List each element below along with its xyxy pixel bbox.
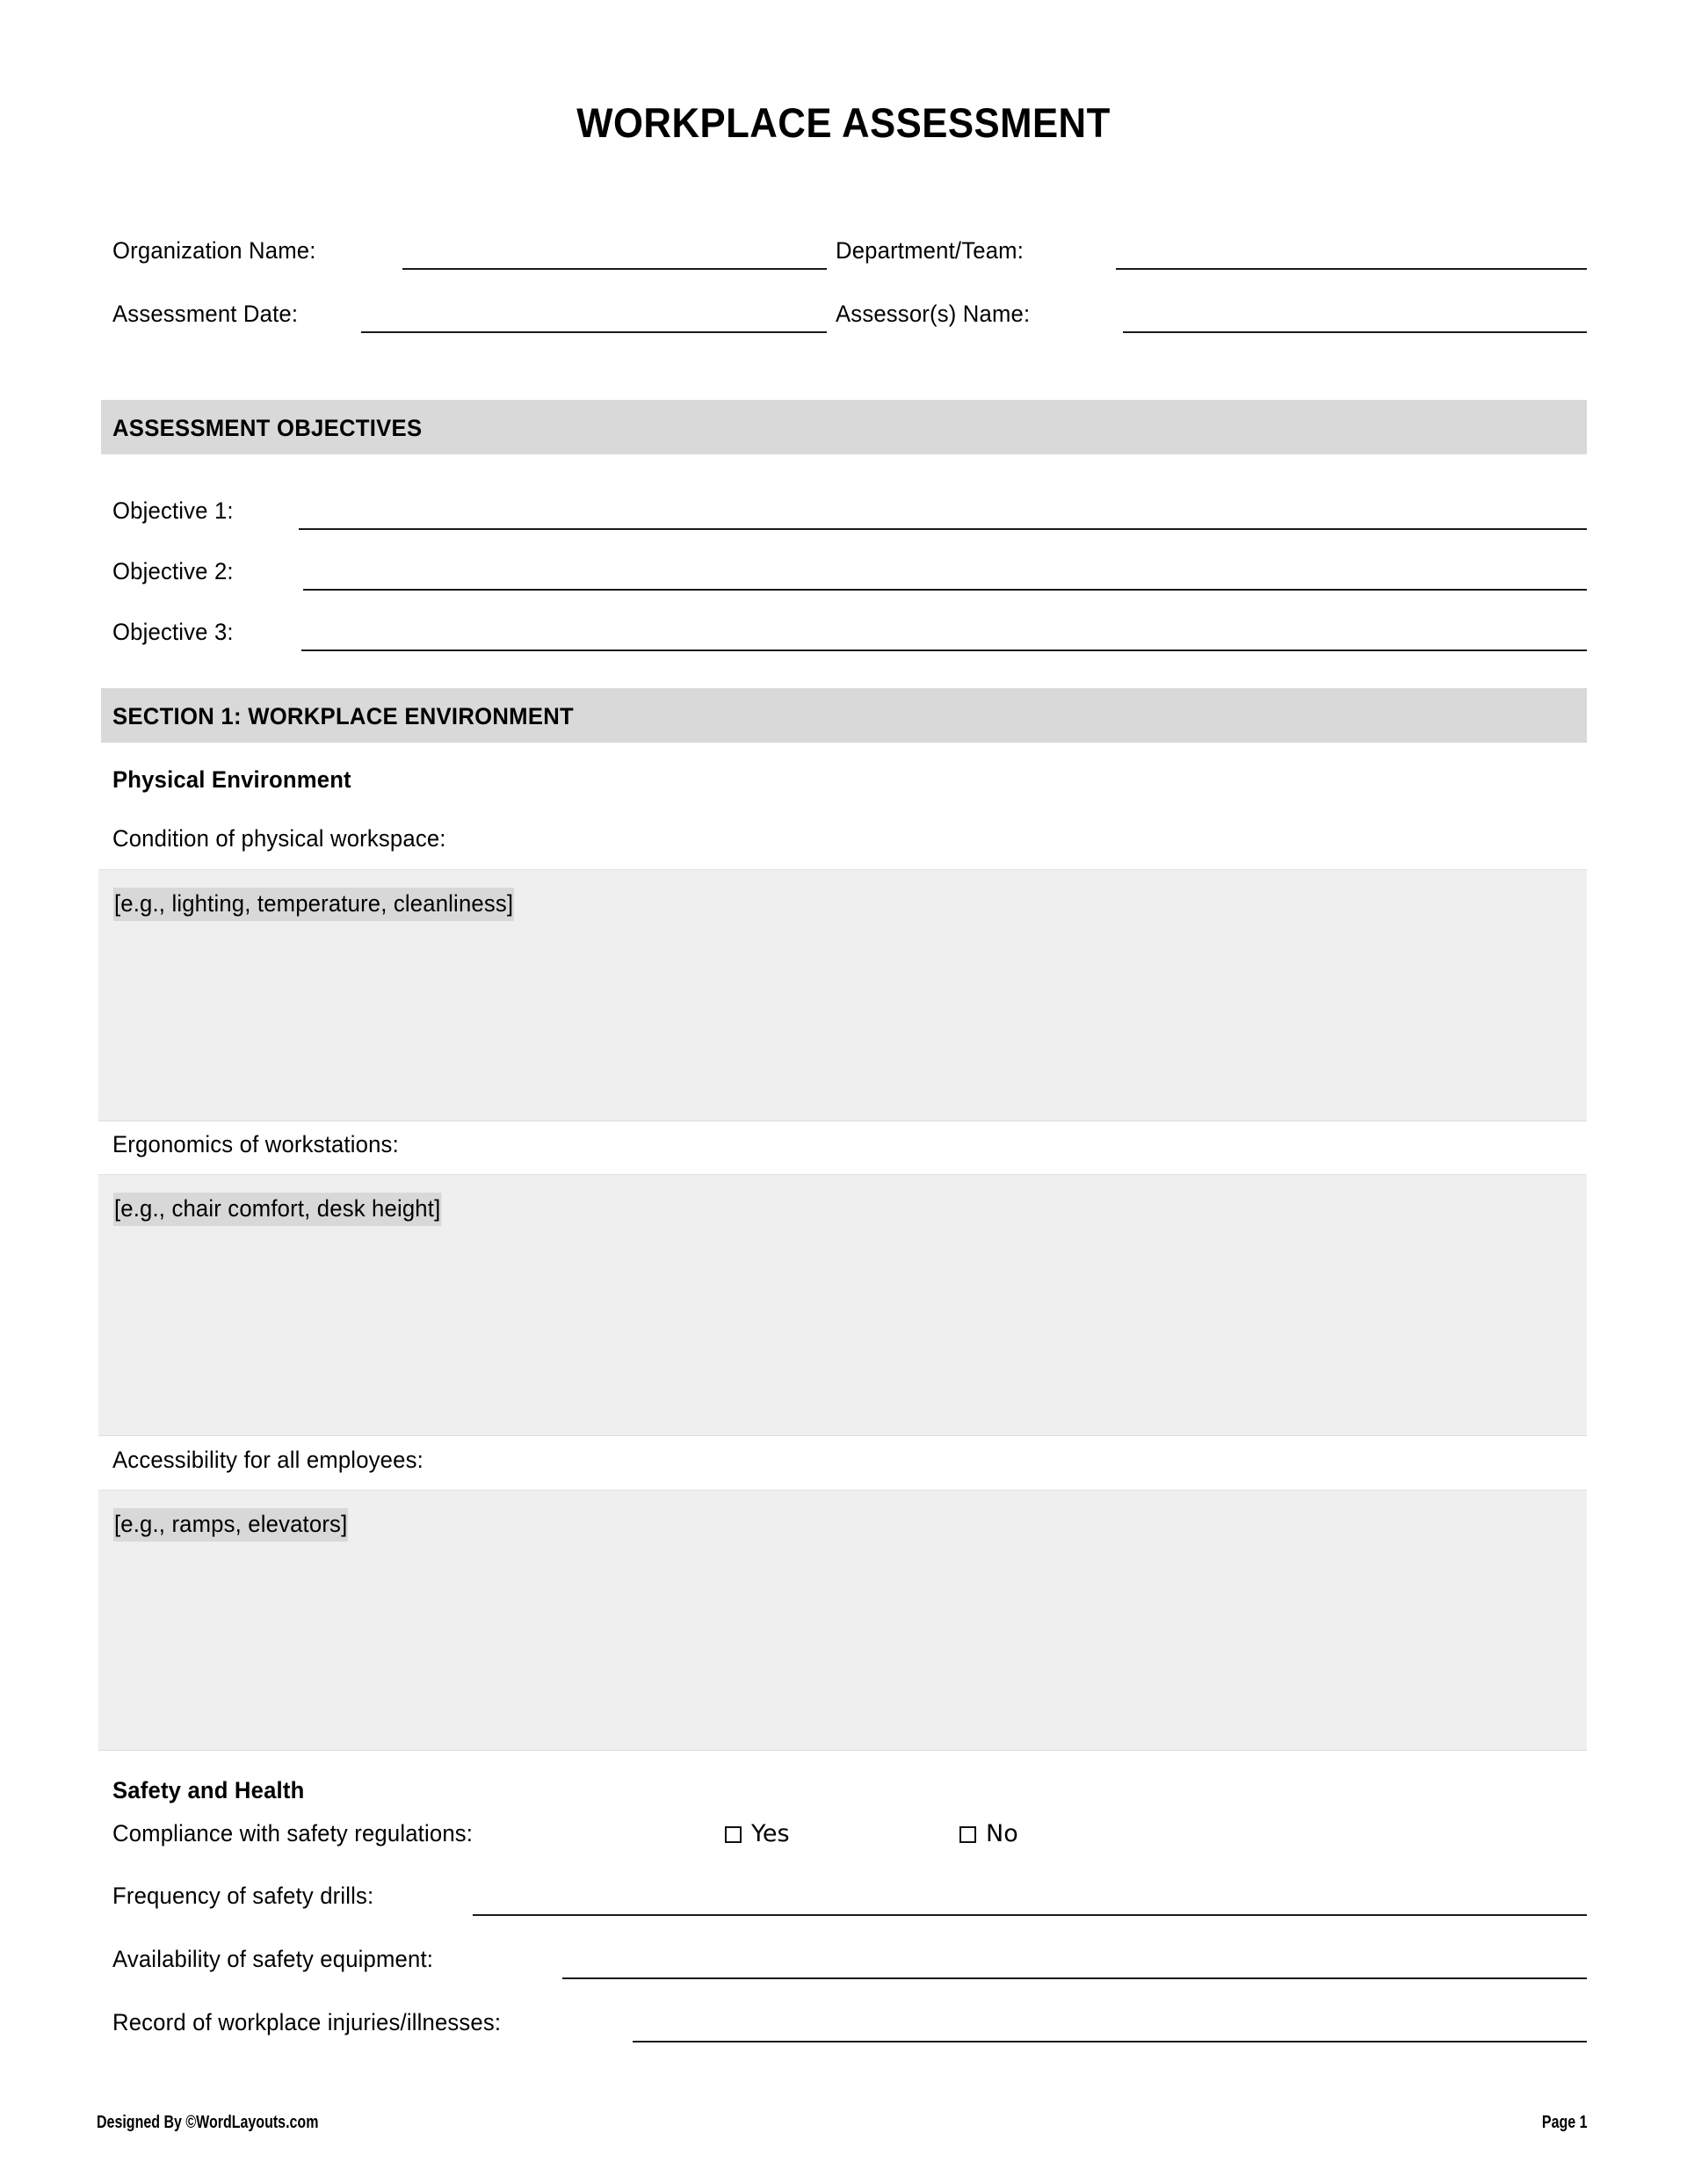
compliance-option-yes[interactable] xyxy=(725,1820,790,1847)
department-team-input[interactable] xyxy=(1116,268,1587,270)
objective-3-label: Objective 3: xyxy=(112,619,234,645)
condition-of-workspace-label: Condition of physical workspace: xyxy=(112,825,446,852)
safety-and-health-subheading: Safety and Health xyxy=(112,1777,305,1803)
frequency-of-safety-drills-input[interactable] xyxy=(473,1914,1587,1916)
frequency-of-safety-drills-label: Frequency of safety drills: xyxy=(112,1883,374,1909)
compliance-option-no[interactable] xyxy=(959,1820,1018,1847)
section-1-band xyxy=(101,688,1587,743)
objective-2-label: Objective 2: xyxy=(112,558,234,584)
record-of-injuries-input[interactable] xyxy=(633,2041,1587,2043)
accessibility-hint: [e.g., ramps, elevators] xyxy=(113,1508,348,1542)
ergonomics-hint: [e.g., chair comfort, desk height] xyxy=(113,1193,441,1226)
compliance-option-no-label: No xyxy=(986,1820,1018,1847)
checkbox-icon-yes[interactable] xyxy=(725,1826,742,1843)
department-team-label: Department/Team: xyxy=(836,237,1025,264)
ergonomics-label: Ergonomics of workstations: xyxy=(112,1131,399,1157)
availability-of-safety-equipment-input[interactable] xyxy=(562,1977,1587,1979)
objective-2-input[interactable] xyxy=(303,589,1587,591)
assessment-objectives-band xyxy=(101,400,1587,454)
assessment-date-input[interactable] xyxy=(361,331,827,333)
checkbox-icon-no[interactable] xyxy=(959,1826,976,1843)
objective-3-input[interactable] xyxy=(301,649,1587,651)
footer-credit: Designed By ©WordLayouts.com xyxy=(97,2113,319,2132)
footer-page-number: Page 1 xyxy=(1541,2113,1587,2132)
page-title: WORKPLACE ASSESSMENT xyxy=(576,99,1111,146)
availability-of-safety-equipment-label: Availability of safety equipment: xyxy=(112,1946,434,1972)
condition-of-workspace-hint: [e.g., lighting, temperature, cleanliness] xyxy=(113,888,514,921)
organization-name-input[interactable] xyxy=(402,268,827,270)
record-of-injuries-label: Record of workplace injuries/illnesses: xyxy=(112,2009,502,2035)
condition-of-workspace-input[interactable] xyxy=(98,869,1587,1121)
section-1-heading: SECTION 1: WORKPLACE ENVIRONMENT xyxy=(112,703,574,729)
ergonomics-input[interactable] xyxy=(98,1174,1587,1436)
assessment-objectives-heading: ASSESSMENT OBJECTIVES xyxy=(112,415,423,441)
assessor-name-label: Assessor(s) Name: xyxy=(836,301,1031,327)
objective-1-label: Objective 1: xyxy=(112,497,234,524)
physical-environment-subheading: Physical Environment xyxy=(112,766,351,793)
compliance-with-safety-label: Compliance with safety regulations: xyxy=(112,1820,474,1847)
assessment-date-label: Assessment Date: xyxy=(112,301,299,327)
accessibility-input[interactable] xyxy=(98,1490,1587,1751)
compliance-option-yes-label: Yes xyxy=(751,1820,790,1847)
organization-name-label: Organization Name: xyxy=(112,237,316,264)
accessibility-label: Accessibility for all employees: xyxy=(112,1447,424,1473)
assessor-name-input[interactable] xyxy=(1123,331,1587,333)
objective-1-input[interactable] xyxy=(299,528,1587,530)
